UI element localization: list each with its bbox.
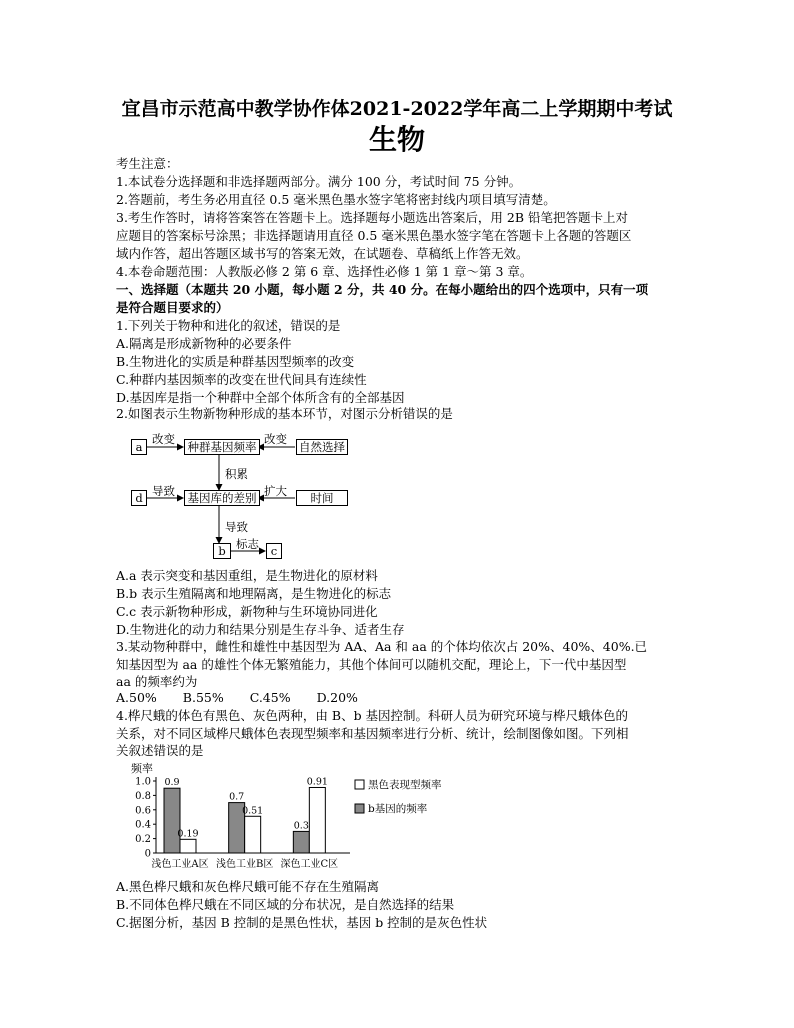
chart-ytick-label: 0 xyxy=(144,848,151,860)
label-lead-1: 导致 xyxy=(152,484,175,498)
chart-data-label: 0.91 xyxy=(306,776,328,788)
note-line: 2.答题前，考生务必用直径 0.5 毫米黑色墨水签字笔将密封线内项目填写清楚。 xyxy=(116,192,556,207)
q4-option-c: C.据图分析，基因 B 控制的是黑色性状，基因 b 控制的是灰色性状 xyxy=(116,915,488,930)
note-line: 3.考生作答时，请将答案答在答题卡上。选择题每小题选出答案后，用 2B 铅笔把答题卡上对 xyxy=(116,210,629,225)
q3-option-a: A.50% xyxy=(116,690,157,705)
q1-option-c: C.种群内基因频率的改变在世代间具有连续性 xyxy=(116,372,367,387)
chart-data-label: 0.19 xyxy=(177,828,199,840)
q4-option-a: A.黑色桦尺蛾和灰色桦尺蛾可能不存在生殖隔离 xyxy=(116,879,380,894)
q3-option-d: D.20% xyxy=(316,690,358,705)
label-change-2: 改变 xyxy=(264,432,287,446)
diagram-node-d: d xyxy=(131,490,147,506)
section-heading: 一、选择题（本题共 20 小题，每小题 2 分，共 40 分。在每小题给出的四个选项中，只有一项 xyxy=(116,282,649,297)
q2-option-d: D.生物进化的动力和结果分别是生存斗争、适者生存 xyxy=(116,622,405,637)
chart-data-label: 0.9 xyxy=(164,777,180,789)
q4-stem-line2: 关系，对不同区域桦尺蛾体色表现型频率和基因频率进行分析、统计，绘制图像如图。下列相 xyxy=(116,726,629,741)
q3-stem-line3: aa 的频率约为 xyxy=(116,674,198,689)
q4-stem-line3: 关叙述错误的是 xyxy=(116,743,204,758)
q4-option-b: B.不同体色桦尺蛾在不同区域的分布状况，是自然选择的结果 xyxy=(116,897,455,912)
chart-ytick-label: 0.4 xyxy=(135,819,151,831)
q2-option-a: A.a 表示突变和基因重组，是生物进化的原材料 xyxy=(116,568,378,583)
diagram-node-gene-freq: 种群基因频率 xyxy=(184,439,260,455)
label-accumulate: 积累 xyxy=(225,467,248,481)
q3-stem-line2: 知基因型为 aa 的雄性个体无繁殖能力，其他个体间可以随机交配，理论上，下一代中基因型 xyxy=(116,657,627,672)
chart-ytick-label: 1.0 xyxy=(135,776,151,788)
note-line: 应题目的答案标号涂黑；非选择题请用直径 0.5 毫米黑色墨水签字笔在答题卡上各题的答题区 xyxy=(116,228,632,243)
q1-option-a: A.隔离是形成新物种的必要条件 xyxy=(116,336,292,351)
subject-title: 生物 xyxy=(368,123,425,156)
chart-bar xyxy=(309,787,325,853)
chart-ylabel: 频率 xyxy=(131,762,153,775)
chart-ytick-label: 0.8 xyxy=(135,790,151,802)
diagram-node-c: c xyxy=(266,543,282,559)
diagram-node-a: a xyxy=(131,439,147,455)
q2-option-b: B.b 表示生殖隔离和地理隔离，是生物进化的标志 xyxy=(116,586,392,601)
q3-option-b: B.55% xyxy=(182,690,224,705)
chart-data-label: 0.51 xyxy=(242,805,264,817)
chart-bar xyxy=(293,831,309,853)
label-change-1: 改变 xyxy=(152,432,175,446)
chart-data-label: 0.3 xyxy=(293,820,309,832)
q2-option-c: C.c 表示新物种形成，新物种与生环境协同进化 xyxy=(116,604,378,619)
label-lead-2: 导致 xyxy=(225,520,248,534)
q3-stem-line1: 3.某动物种群中，雌性和雄性中基因型为 AA、Aa 和 aa 的个体均依次占 20%、40%、40%.已 xyxy=(116,639,648,654)
chart-legend-label: b基因的频率 xyxy=(368,803,428,815)
chart-bar xyxy=(245,816,261,853)
diagram-node-time: 时间 xyxy=(296,490,348,506)
diagram-node-selection: 自然选择 xyxy=(296,439,348,455)
note-line: 4.本卷命题范围：人教版必修 2 第 6 章、选择性必修 1 第 1 章～第 3 章。 xyxy=(116,264,533,279)
label-expand: 扩大 xyxy=(264,484,287,498)
note-line: 域内作答，超出答题区域书写的答案无效，在试题卷、草稿纸上作答无效。 xyxy=(116,246,529,261)
exam-title: 宜昌市示范高中教学协作体2021-2022学年高二上学期期中考试 xyxy=(121,98,673,120)
note-line: 1.本试卷分选择题和非选择题两部分。满分 100 分，考试时间 75 分钟。 xyxy=(116,174,522,189)
q1-stem: 1.下列关于物种和进化的叙述，错误的是 xyxy=(116,318,341,333)
q3-option-c: C.45% xyxy=(249,690,291,705)
diagram-node-pool-diff: 基因库的差别 xyxy=(184,490,260,506)
chart-ytick-label: 0.6 xyxy=(135,805,151,817)
q4-stem-line1: 4.桦尺蛾的体色有黑色、灰色两种，由 B、b 基因控制。科研人员为研究环境与桦尺蛾体色的 xyxy=(116,708,629,723)
chart-ytick-label: 0.2 xyxy=(135,834,151,846)
chart-data-label: 0.7 xyxy=(229,791,245,803)
section-heading-cont: 是符合题目要求的） xyxy=(116,300,229,315)
q1-option-b: B.生物进化的实质是种群基因型频率的改变 xyxy=(116,354,355,369)
chart-legend-swatch xyxy=(355,780,364,789)
q2-stem: 2.如图表示生物新物种形成的基本环节，对图示分析错误的是 xyxy=(116,406,453,421)
chart-category-label: 浅色工业B区 xyxy=(215,859,274,870)
chart-bar xyxy=(164,788,180,853)
diagram-node-b: b xyxy=(213,543,231,559)
notes-heading: 考生注意： xyxy=(116,156,179,171)
chart-legend-swatch xyxy=(355,804,364,813)
label-mark: 标志 xyxy=(236,537,259,551)
chart-category-label: 浅色工业A区 xyxy=(151,859,209,870)
chart-bar xyxy=(180,839,196,853)
chart-category-label: 深色工业C区 xyxy=(280,859,339,870)
chart-legend-label: 黑色表现型频率 xyxy=(368,779,442,791)
q1-option-d: D.基因库是指一个种群中全部个体所含有的全部基因 xyxy=(116,390,405,405)
